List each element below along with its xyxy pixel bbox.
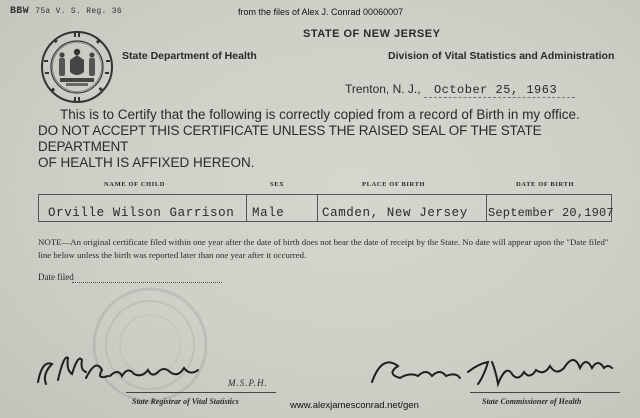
header-name-of-child: NAME OF CHILD [104,181,166,188]
date-of-birth-value: September 20,1907 [488,206,614,220]
certify-line-2: DO NOT ACCEPT THIS CERTIFICATE UNLESS THE RAISED SEAL OF THE STATE DEPARTMENT [38,123,542,154]
state-seal-icon [40,30,114,104]
certification-statement [38,107,618,171]
registrar-signature-line [126,392,276,393]
commissioner-signature-line [470,392,620,393]
certify-line-1: This is to Certify that the following is correctly copied from a record of Birth in my office. [60,107,580,122]
form-code [10,6,122,17]
form-code-main: BBW [10,6,29,17]
website-watermark: www.alexjamesconrad.net/gen [290,400,419,411]
registrar-signature-icon [30,352,220,392]
cell-divider [317,195,318,221]
place-of-birth-value: Camden, New Jersey [322,206,468,220]
registrar-credentials: M.S.P.H. [228,378,268,388]
note-text: NOTE—An original certificate filed within one year after the date of birth does not bear the date of receipt by the State. No date will appear upon the "Date filed" line below unless the birth was reported later than one year after it occurred. [38,237,609,260]
place-date-line [345,82,575,98]
place-label: Trenton, N. J., [345,82,421,96]
issue-date-value: October 25, 1963 [433,83,558,97]
division-name: Division of Vital Statistics and Administration [388,50,615,62]
date-filed-line [72,282,222,283]
child-name-value: Orville Wilson Garrison [48,206,235,220]
issue-date-field [424,82,575,98]
sex-value: Male [252,206,285,220]
department-name: State Department of Health [122,50,257,62]
header-date-of-birth: DATE OF BIRTH [516,181,575,188]
state-title: STATE OF NEW JERSEY [303,28,441,40]
commissioner-signature-icon [366,352,622,392]
cell-divider [486,195,487,221]
header-place-of-birth: PLACE OF BIRTH [362,181,426,188]
commissioner-title: State Commissioner of Health [482,397,582,406]
certify-line-3: OF HEALTH IS AFFIXED HEREON. [38,155,255,170]
header-sex: SEX [270,181,285,188]
source-note: from the files of Alex J. Conrad 00060007 [238,7,404,17]
form-code-rest: 75a V. S. Reg. 36 [35,7,122,16]
cell-divider [246,195,247,221]
registrar-title: State Registrar of Vital Statistics [132,397,239,406]
date-filed-label: Date filed [38,272,74,282]
